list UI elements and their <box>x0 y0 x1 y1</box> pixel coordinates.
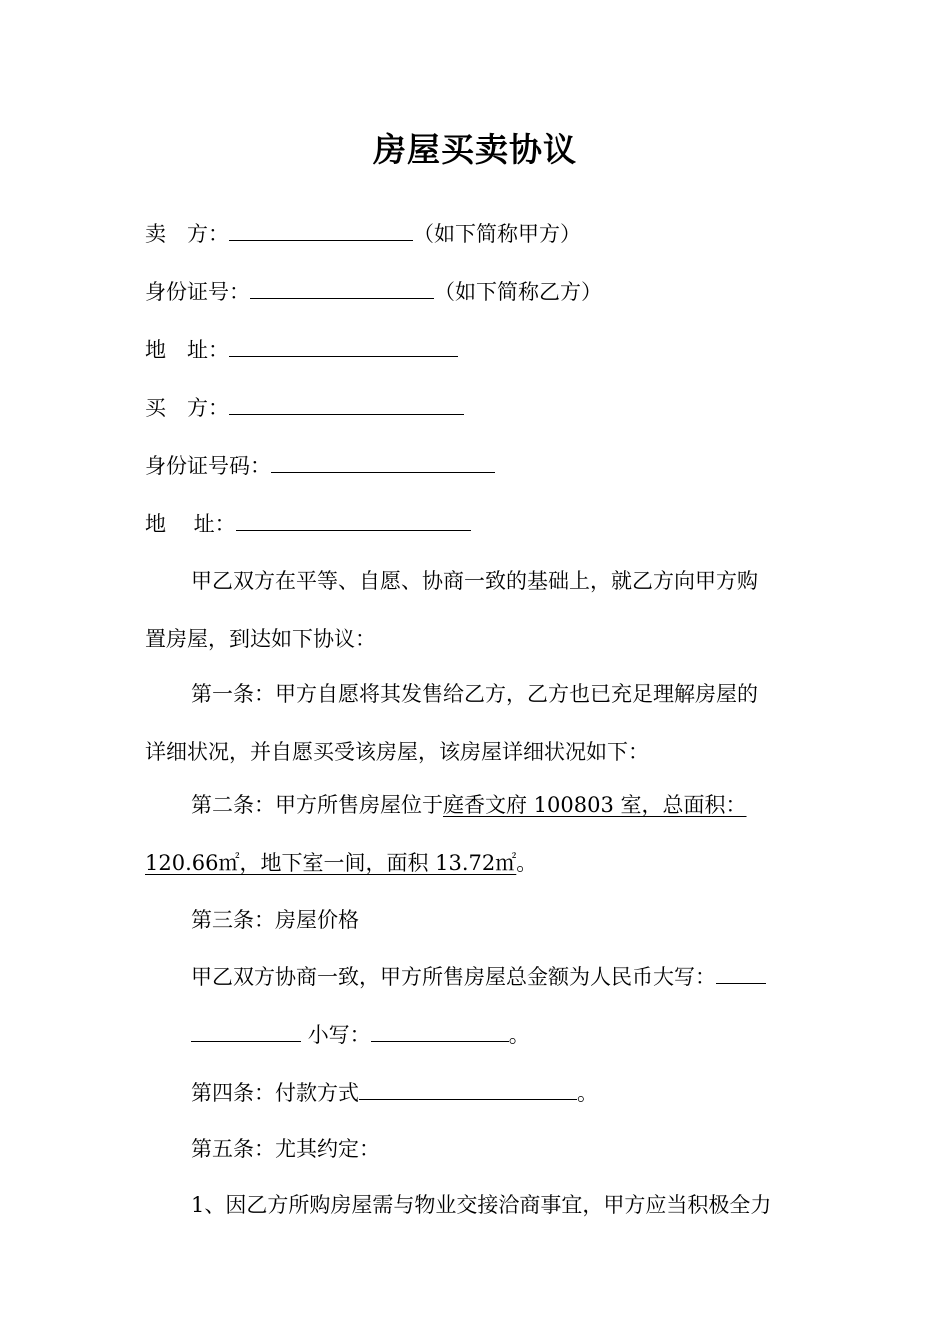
article-2-prefix: 第二条：甲方所售房屋位于 <box>191 793 443 817</box>
payment-method-blank <box>359 1077 577 1100</box>
buyer-address-line <box>145 508 471 539</box>
intro-line-1: 甲乙双方在平等、自愿、协商一致的基础上，就乙方向甲方购 <box>191 569 758 593</box>
article-4-end: 。 <box>577 1081 598 1105</box>
price-words-blank-start <box>716 961 766 984</box>
seller-blank <box>229 218 413 241</box>
article-2-line-2 <box>145 848 537 878</box>
article-1-line-2: 详细状况，并自愿买受该房屋，该房屋详细状况如下： <box>145 740 649 764</box>
seller-id-label: 身份证号： <box>145 280 250 304</box>
article-4-line <box>191 1077 598 1108</box>
document-title: 房屋买卖协议 <box>373 130 577 169</box>
seller-line <box>145 218 581 249</box>
seller-address-label: 地 址： <box>145 338 229 362</box>
seller-id-blank <box>250 276 434 299</box>
price-small-label: 小写： <box>307 1023 371 1047</box>
buyer-address-blank <box>236 508 471 531</box>
article-5-title: 第五条：尤其约定： <box>191 1137 380 1161</box>
intro-line-2: 置房屋，到达如下协议： <box>145 627 376 651</box>
seller-id-suffix: （如下简称乙方） <box>434 280 602 304</box>
buyer-address-label: 地 址： <box>145 512 236 536</box>
buyer-id-blank <box>271 450 495 473</box>
seller-suffix: （如下简称甲方） <box>413 222 581 246</box>
seller-address-line <box>145 334 458 365</box>
article-3-end: 。 <box>508 1023 530 1047</box>
article-4-label: 第四条：付款方式 <box>191 1081 359 1105</box>
article-2-location: 庭香文府 100803 室，总面积： <box>443 793 747 817</box>
buyer-id-line <box>145 450 495 481</box>
article-2-line-1 <box>191 790 747 820</box>
article-3-text: 甲乙双方协商一致，甲方所售房屋总金额为人民币大写： <box>191 965 716 989</box>
article-3-line-1 <box>191 961 766 992</box>
article-3-line-2 <box>191 1019 530 1050</box>
article-3-title: 第三条：房屋价格 <box>191 908 359 932</box>
seller-address-blank <box>229 334 458 357</box>
buyer-line <box>145 392 464 423</box>
price-words-blank-end <box>191 1019 301 1042</box>
price-small-blank <box>371 1019 509 1042</box>
article-5-item-1: 1、因乙方所购房屋需与物业交接洽商事宜，甲方应当积极全力 <box>191 1193 772 1217</box>
buyer-id-label: 身份证号码： <box>145 454 271 478</box>
article-1-line-1: 第一条：甲方自愿将其发售给乙方，乙方也已充足理解房屋的 <box>191 682 758 706</box>
article-2-area: 120.66㎡，地下室一间，面积 13.72㎡ <box>145 851 517 875</box>
buyer-label: 买 方： <box>145 396 229 420</box>
article-2-end: 。 <box>516 851 538 875</box>
seller-id-line <box>145 276 602 307</box>
seller-label: 卖 方： <box>145 222 229 246</box>
buyer-blank <box>229 392 464 415</box>
